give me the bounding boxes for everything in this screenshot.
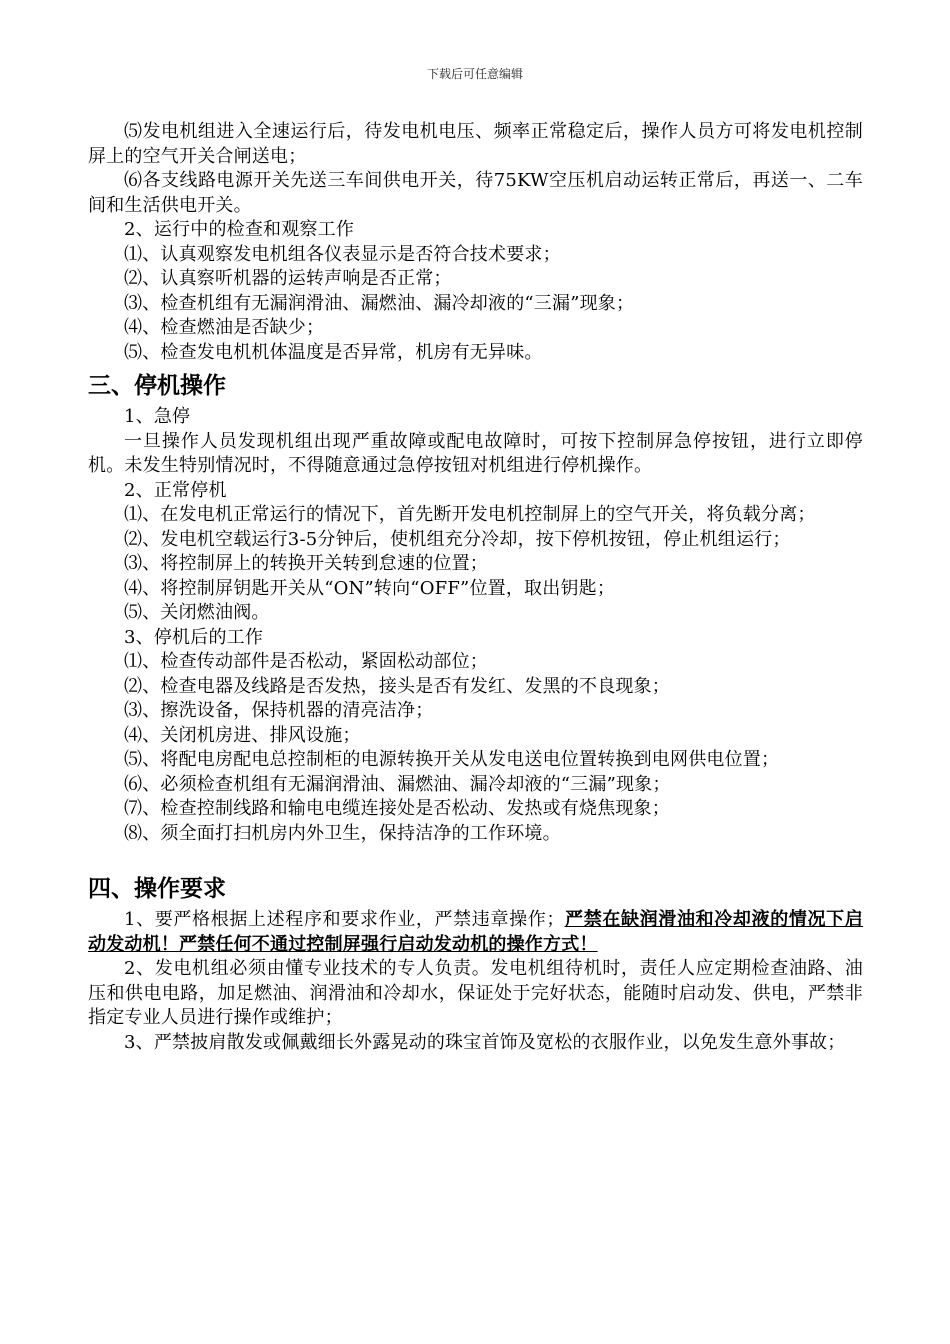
list-item: ⑴、认真观察发电机组各仪表显示是否符合技术要求；: [124, 243, 561, 265]
list-item: ⑸、关闭燃油阀。: [124, 602, 270, 623]
list-item: ⑶、将控制屏上的转换开关转到怠速的位置；: [124, 553, 488, 574]
list-item: ⑶、检查机组有无漏润滑油、漏燃油、漏冷却液的“三漏”现象；: [124, 292, 635, 314]
spacer: [88, 846, 863, 868]
list-item: ⑸、检查发电机机体温度是否异常，机房有无异味。: [124, 341, 543, 363]
paragraph: ⑸发电机组进入全速运行后，待发电机电压、频率正常稳定后，操作人员方可将发电机控制屏上的空气开关合闸送电；: [88, 121, 863, 167]
paragraph: 3、严禁披肩散发或佩戴细长外露晃动的珠宝首饰及宽松的衣服作业，以免发生意外事故；: [124, 1031, 846, 1053]
list-item: ⑶、擦洗设备，保持机器的清亮洁净；: [124, 700, 434, 721]
paragraph: 一旦操作人员发现机组出现严重故障或配电故障时，可按下控制屏急停按钮，进行立即停机。未发生特别情况时，不得随意通过急停按钮对机组进行停机操作。: [88, 430, 863, 476]
list-item: ⑴、检查传动部件是否松动，紧固松动部位；: [124, 651, 488, 672]
list-item: ⑵、认真察听机器的运转声响是否正常；: [124, 268, 452, 289]
emphasis-warning: 严禁在缺润滑油和冷却液的情况下启动发动机！严禁任何不通过控制屏强行启动发动机的操作方式！: [88, 909, 864, 955]
page-header: 下载后可任意编辑: [426, 67, 523, 81]
list-item: ⑷、关闭机房进、排风设施；: [124, 724, 361, 746]
list-item: ⑻、须全面打扫机房内外卫生，保持洁净的工作环境。: [124, 822, 561, 844]
list-item: ⑵、检查电器及线路是否发热，接头是否有发红、发黑的不良现象；: [124, 675, 670, 697]
list-item: ⑴、在发电机正常运行的情况下，首先断开发电机控制屏上的空气开关，将负载分离；: [124, 504, 816, 525]
list-item: ⑷、将控制屏钥匙开关从“ON”转向“OFF”位置，取出钥匙；: [124, 577, 616, 599]
section-heading: 三、停机操作: [88, 373, 226, 399]
list-item: ⑺、检查控制线路和输电电缆连接处是否松动、发热或有烧焦现象；: [124, 798, 670, 819]
list-item: ⑷、检查燃油是否缺少；: [124, 317, 325, 338]
subheading: 2、正常停机: [124, 479, 227, 501]
section-heading: 四、操作要求: [88, 876, 226, 902]
paragraph: ⑹各支线路电源开关先送三车间供电开关，待75KW空压机启动运转正常后，再送一、二车间和生活供电开关。: [88, 170, 863, 216]
subheading: 3、停机后的工作: [124, 626, 264, 648]
paragraph: 2、发电机组必须由懂专业技术的专人负责。发电机组待机时，责任人应定期检查油路、油压和供电电路，加足燃油、润滑油和冷却水，保证处于完好状态，能随时启动发、供电，严禁非指定专业人员进行操作或维护；: [88, 958, 863, 1028]
paragraph: [88, 908, 863, 957]
subheading: 2、运行中的检查和观察工作: [124, 219, 355, 240]
subheading: 1、急停: [124, 406, 191, 427]
document-body: [88, 120, 863, 1055]
list-item: ⑸、将配电房配电总控制柜的电源转换开关从发电送电位置转换到电网供电位置；: [124, 749, 780, 770]
requirement-text: 1、要严格根据上述程序和要求作业，严禁违章操作；: [124, 909, 565, 930]
list-item: ⑵、发电机空载运行3-5分钟后，使机组充分冷却，按下停机按钮，停止机组运行；: [124, 528, 791, 550]
list-item: ⑹、必须检查机组有无漏润滑油、漏燃油、漏冷却液的“三漏”现象；: [124, 773, 671, 795]
